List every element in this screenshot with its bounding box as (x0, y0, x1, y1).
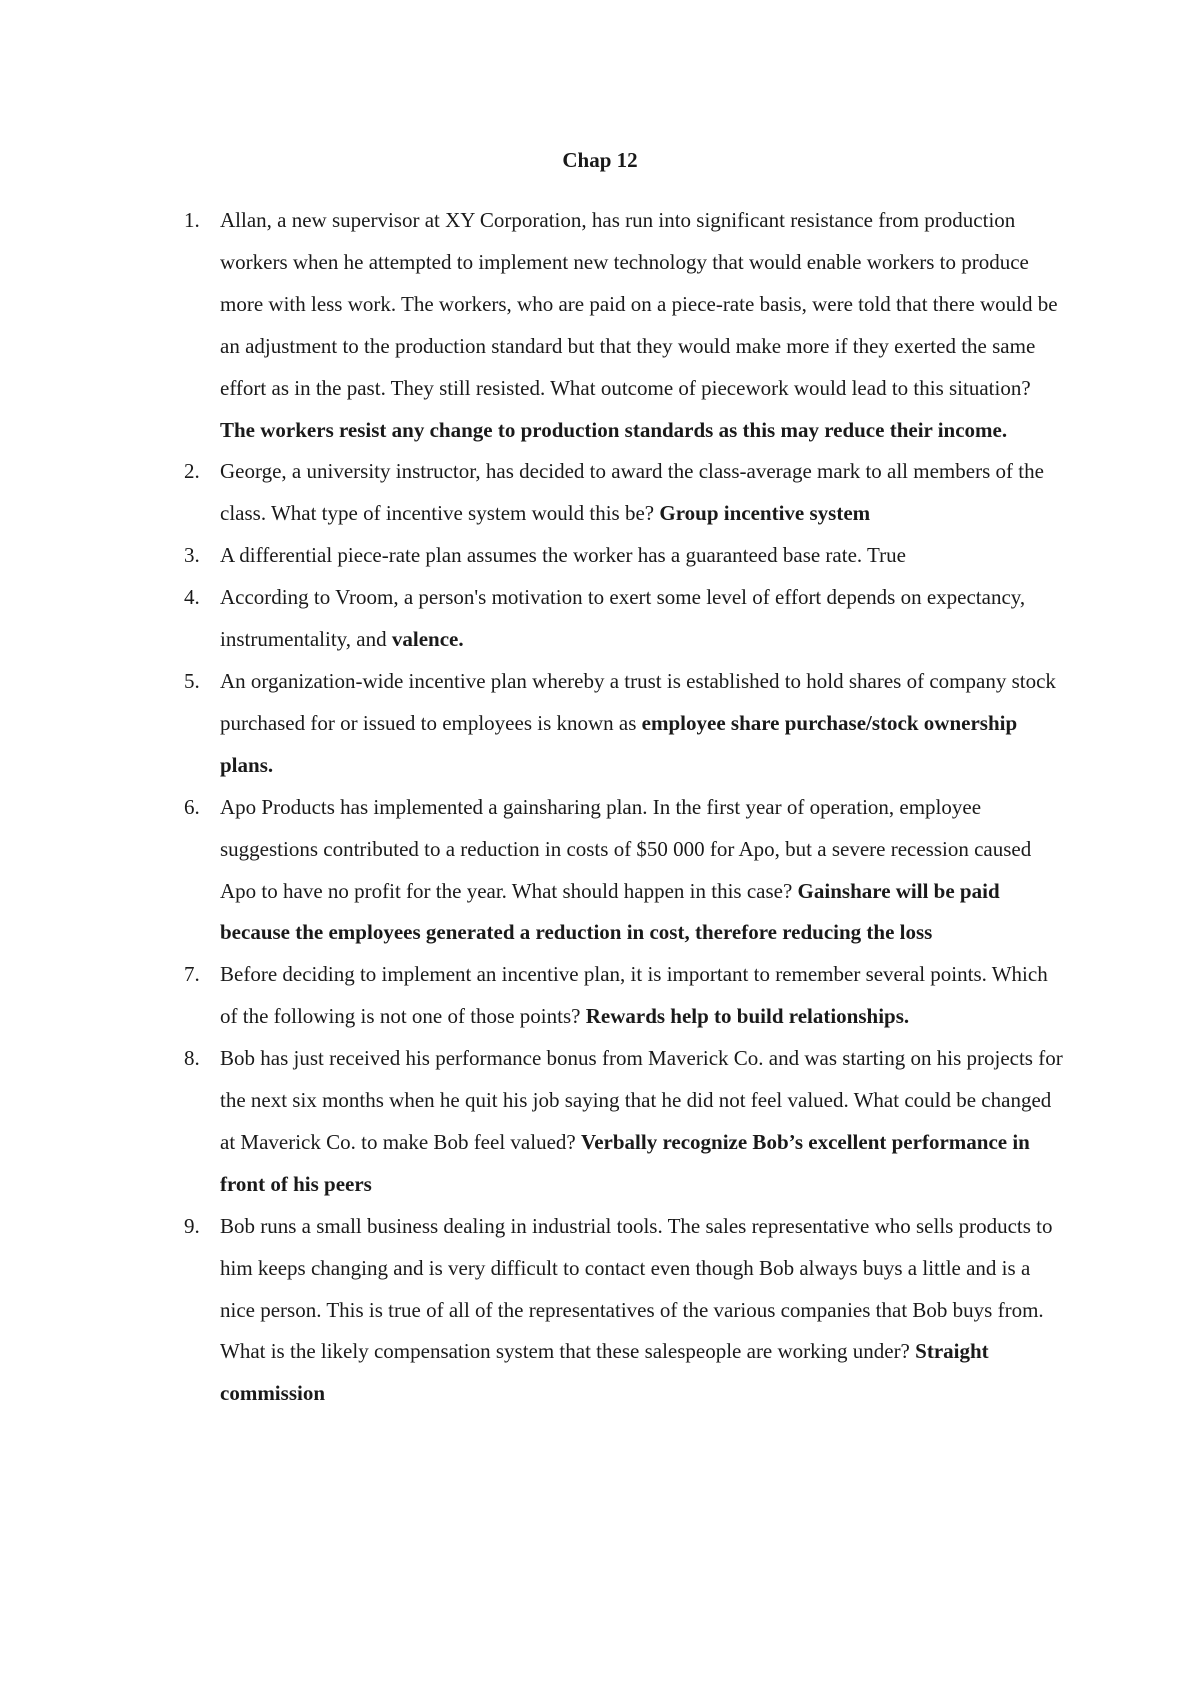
question-text: Bob runs a small business dealing in industrial tools. The sales representative who sells products to him keeps changing and is very difficult to contact even though Bob always buys a little and is a nice person. This is true of all of the representatives of the various companies that Bob buys from. What is the likely compensation system that these salespeople are working under? (220, 1213, 1053, 1364)
answer-text: Gainshare will be paid because the employees generated a reduction in cost, therefore reducing the loss (220, 878, 1000, 945)
answer-text: Group incentive system (659, 501, 871, 526)
question-text: George, a university instructor, has decided to award the class-average mark to all members of the class. What type of incentive system would this be? (220, 459, 1044, 526)
answer-text: employee share purchase/stock ownership plans. (220, 710, 1018, 777)
question-item-8 (0, 1038, 1200, 1206)
question-text: Before deciding to implement an incentive plan, it is important to remember several points. Which of the following is not one of those points? (220, 962, 1048, 1029)
question-text: An organization-wide incentive plan whereby a trust is established to hold shares of company stock purchased for or issued to employees is known as (220, 668, 1056, 735)
answer-text: valence. (391, 627, 464, 652)
question-text: Allan, a new supervisor at XY Corporation, has run into significant resistance from production workers when he attempted to implement new technology that would enable workers to produce more with less work. The workers, who are paid on a piece-rate basis, were told that there would be an adjustment to the production standard but that they would make more if they exerted the same effort as in the past. They still resisted. What outcome of piecework would lead to this situation? (220, 208, 1058, 400)
answer-text: Verbally recognize Bob’s excellent performance in front of his peers (220, 1129, 1030, 1196)
answer-text: Rewards help to build relationships. (585, 1004, 910, 1029)
question-number: 1. (184, 208, 200, 232)
question-number: 5. (184, 668, 200, 693)
page-title: Chap 12 (562, 148, 638, 172)
question-number: 9. (184, 1213, 200, 1238)
question-text: Bob has just received his performance bonus from Maverick Co. and was starting on his projects for the next six months when he quit his job saying that he did not feel valued. What could be changed at Maverick Co. to make Bob feel valued? (220, 1046, 1063, 1154)
question-item-3 (0, 535, 1200, 577)
question-item-9 (0, 1206, 1200, 1416)
question-item-1 (0, 200, 1200, 451)
question-number: 2. (184, 459, 200, 484)
question-number: 3. (184, 543, 200, 568)
question-number: 7. (184, 962, 200, 987)
question-item-6 (0, 787, 1200, 955)
question-list (0, 200, 1200, 1415)
question-text: Apo Products has implemented a gainsharing plan. In the first year of operation, employee suggestions contributed to a reduction in costs of $50 000 for Apo, but a severe recession caused Apo to have no profit for the year. What should happen in this case? (220, 794, 1032, 903)
question-number: 4. (184, 585, 200, 610)
question-number: 8. (184, 1046, 200, 1071)
question-text: According to Vroom, a person's motivation to exert some level of effort depends on expectancy, instrumentality, and (220, 585, 1026, 652)
question-text: A differential piece-rate plan assumes the worker has a guaranteed base rate. True (220, 543, 906, 568)
question-number: 6. (184, 794, 200, 819)
question-item-2 (0, 451, 1200, 535)
answer-text: Straight commission (220, 1339, 989, 1406)
question-item-4 (0, 577, 1200, 661)
question-item-5 (0, 661, 1200, 787)
answer-text: The workers resist any change to production standards as this may reduce their income. (220, 417, 1008, 442)
question-item-7 (0, 954, 1200, 1038)
